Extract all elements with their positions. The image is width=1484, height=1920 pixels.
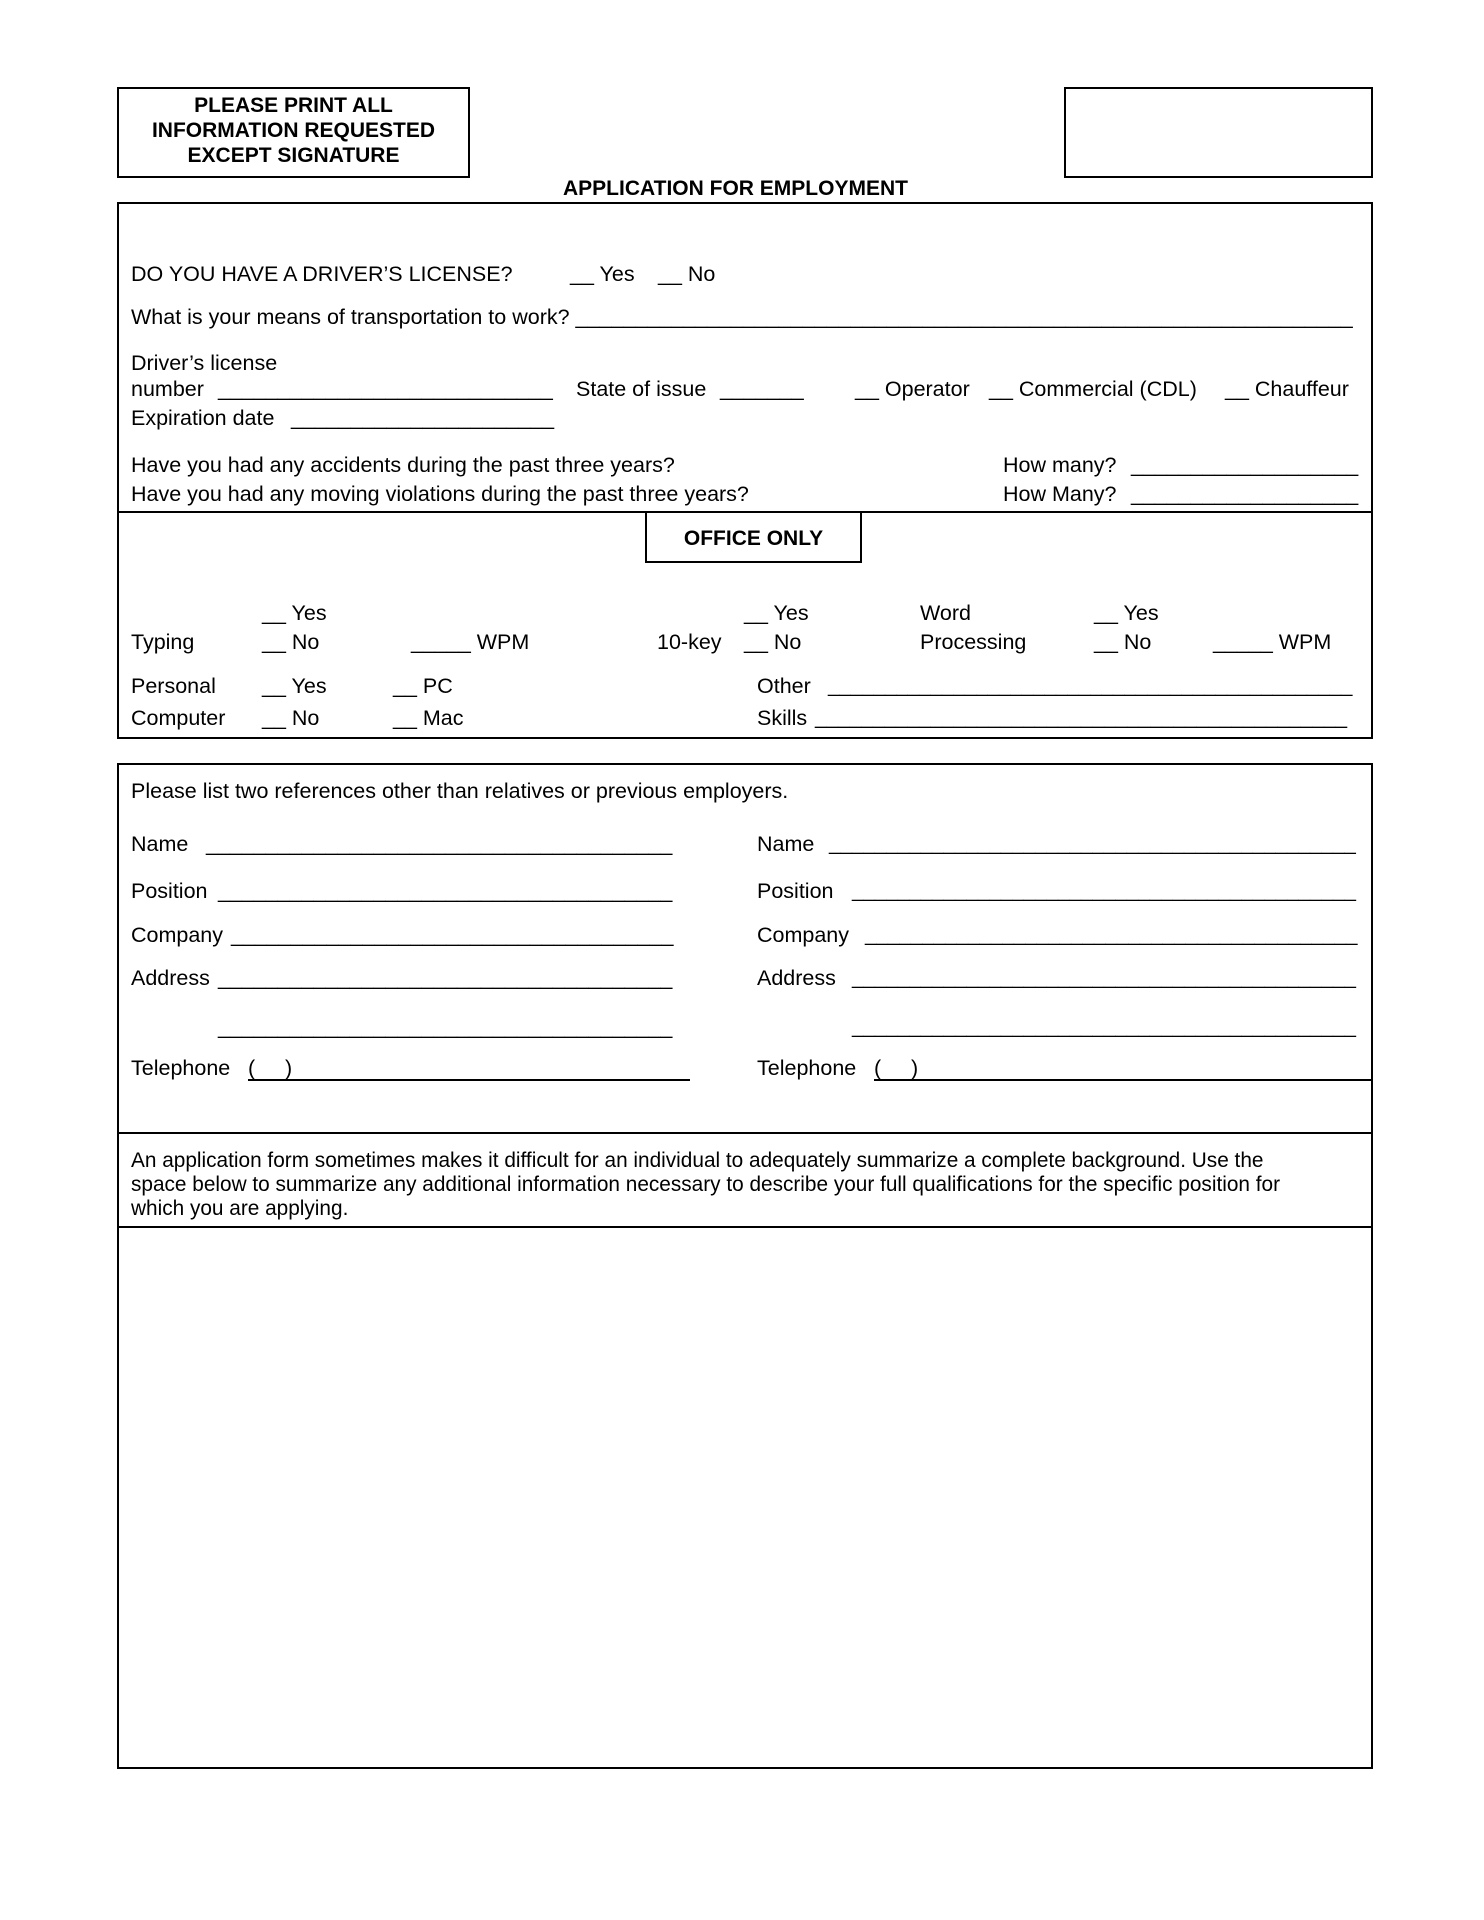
ref1-position-field[interactable]: ______________________________________ (218, 879, 673, 903)
word-label: Word (920, 601, 971, 625)
chauffeur-option[interactable]: __ Chauffeur (1225, 377, 1349, 401)
violations-how-many-label: How Many? (1003, 482, 1117, 506)
ref2-position-field[interactable]: ____________________________________________ (852, 879, 1356, 902)
ref2-telephone-paren: ( ) (874, 1056, 919, 1080)
typing-label: Typing (131, 630, 195, 654)
summary-instructions-line-1: An application form sometimes makes it difficult for an individual to adequately summarize a complete background. Use the (131, 1149, 1264, 1172)
state-of-issue-field[interactable]: _______ (720, 377, 804, 401)
license-question: DO YOU HAVE A DRIVER’S LICENSE? (131, 262, 513, 286)
computer-label: Computer (131, 706, 226, 730)
ref2-name-field[interactable]: ______________________________________________ (829, 832, 1356, 855)
other-skills-label-2: Skills (757, 706, 808, 730)
office-stamp-box[interactable] (1064, 87, 1373, 178)
ref1-telephone-label: Telephone (131, 1056, 231, 1080)
ref1-address-field[interactable]: ______________________________________ (218, 966, 673, 990)
violations-how-many-field[interactable]: ___________________ (1131, 482, 1359, 506)
typing-no-option[interactable]: __ No (262, 630, 320, 654)
ref1-telephone-paren: ( ) (248, 1056, 293, 1080)
other-skills-label-1: Other (757, 674, 811, 698)
print-notice-line-1: PLEASE PRINT ALL (194, 94, 393, 117)
operator-option[interactable]: __ Operator (855, 377, 970, 401)
references-intro: Please list two references other than relatives or previous employers. (131, 779, 789, 803)
ref2-telephone-field[interactable] (874, 1079, 1371, 1081)
print-notice-line-3: EXCEPT SIGNATURE (187, 144, 400, 167)
word-wpm-field[interactable]: _____ WPM (1213, 630, 1332, 654)
summary-bottom-divider (117, 1226, 1373, 1228)
ref2-address-line2-field[interactable]: ____________________________________________ (852, 1015, 1356, 1038)
tenkey-no-option[interactable]: __ No (744, 630, 802, 654)
accidents-how-many-field[interactable]: ___________________ (1131, 453, 1359, 477)
ref1-name-label: Name (131, 832, 189, 856)
processing-label: Processing (920, 630, 1027, 654)
ref2-address-field[interactable]: ____________________________________________ (852, 966, 1356, 989)
ref2-address-label: Address (757, 966, 836, 990)
ref1-address-line2-field[interactable]: ______________________________________ (218, 1015, 673, 1039)
ref2-telephone-label: Telephone (757, 1056, 857, 1080)
other-skills-field-1[interactable]: ______________________________________________ (828, 674, 1353, 697)
state-of-issue-label: State of issue (576, 377, 707, 401)
typing-yes-option[interactable]: __ Yes (262, 601, 327, 625)
violations-question: Have you had any moving violations during the past three years? (131, 482, 749, 506)
commercial-option[interactable]: __ Commercial (CDL) (989, 377, 1197, 401)
accidents-how-many-label: How many? (1003, 453, 1117, 477)
tenkey-label: 10-key (657, 630, 722, 654)
mac-option[interactable]: __ Mac (393, 706, 464, 730)
license-yes-option[interactable]: __ Yes (570, 262, 635, 286)
ref1-telephone-field[interactable] (248, 1079, 690, 1081)
accidents-question: Have you had any accidents during the past three years? (131, 453, 675, 477)
other-skills-field-2[interactable]: ______________________________________________ (815, 706, 1348, 729)
ref2-company-label: Company (757, 923, 850, 947)
ref2-position-label: Position (757, 879, 834, 903)
ref1-address-label: Address (131, 966, 210, 990)
expiration-field[interactable]: ______________________ (291, 406, 555, 430)
print-notice-line-2: INFORMATION REQUESTED (151, 119, 436, 142)
license-number-label-2: number (131, 377, 204, 401)
summary-writing-area[interactable] (120, 1230, 1370, 1766)
ref1-company-label: Company (131, 923, 224, 947)
summary-instructions-line-2: space below to summarize any additional information necessary to describe your full qualifications for the specific position for (131, 1173, 1281, 1196)
ref1-name-field[interactable]: _______________________________________ (206, 832, 673, 856)
license-number-field[interactable]: ____________________________ (218, 377, 553, 401)
expiration-label: Expiration date (131, 406, 275, 430)
ref2-name-label: Name (757, 832, 815, 856)
word-no-option[interactable]: __ No (1094, 630, 1152, 654)
transportation-field[interactable]: What is your means of transportation to work? _________________________________________________________________ (131, 305, 1353, 329)
pc-option[interactable]: __ PC (393, 674, 453, 698)
license-number-label-1: Driver’s license (131, 351, 278, 375)
computer-no-option[interactable]: __ No (262, 706, 320, 730)
office-only-title: OFFICE ONLY (683, 527, 824, 550)
ref2-company-field[interactable]: ___________________________________________ (865, 923, 1358, 946)
personal-label: Personal (131, 674, 216, 698)
page-title: APPLICATION FOR EMPLOYMENT (563, 177, 908, 200)
word-yes-option[interactable]: __ Yes (1094, 601, 1159, 625)
license-no-option[interactable]: __ No (658, 262, 716, 286)
summary-top-divider (117, 1132, 1373, 1134)
tenkey-yes-option[interactable]: __ Yes (744, 601, 809, 625)
summary-instructions-line-3: which you are applying. (131, 1197, 349, 1220)
ref1-company-field[interactable]: _____________________________________ (231, 923, 674, 947)
computer-yes-option[interactable]: __ Yes (262, 674, 327, 698)
typing-wpm-field[interactable]: _____ WPM (411, 630, 530, 654)
ref1-position-label: Position (131, 879, 208, 903)
